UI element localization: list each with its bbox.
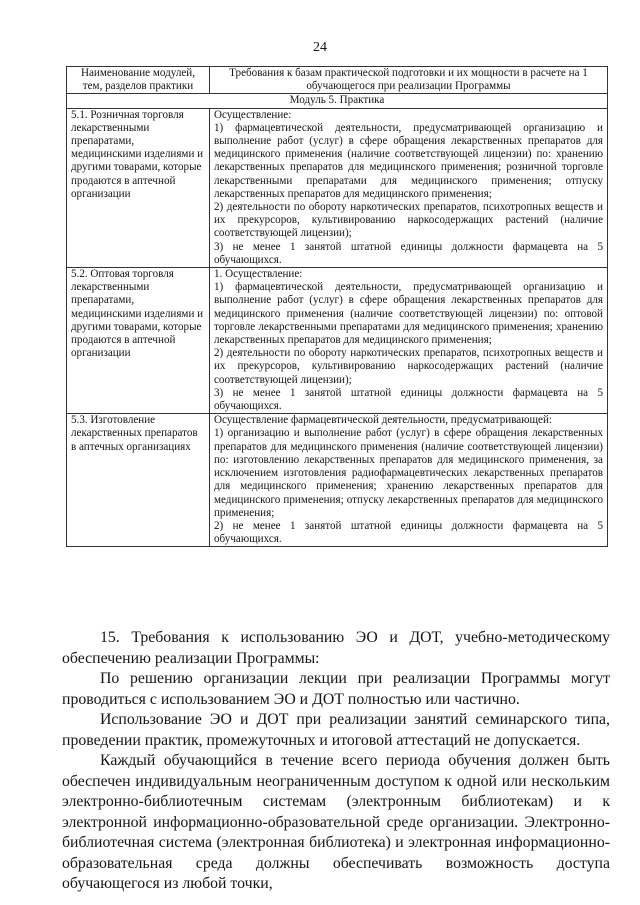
requirement-line: 2) не менее 1 занятой штатной единицы должности фармацевта на 5 обучающихся.	[214, 519, 603, 546]
table-row	[67, 414, 608, 547]
row-name-5-2: 5.2. Оптовая торговля лекарственными препаратами, медицинскими изделиями и другими товарами, которые продаются в аптечной организации	[67, 268, 210, 414]
requirement-line: Осуществление:	[214, 108, 292, 121]
row-name-5-1: 5.1. Розничная торговля лекарственными препаратами, медицинскими изделиями и другими товарами, которые продаются в аптечной организации	[67, 108, 210, 267]
table-header-row	[67, 67, 608, 94]
row-requirements-5-1	[210, 108, 608, 267]
requirement-line: 3) не менее 1 занятой штатной единицы должности фармацевта на 5 обучающихся.	[214, 240, 603, 266]
table-row	[67, 268, 608, 414]
requirement-line: 1) фармацевтической деятельности, предусматривающей организацию и выполнение работ (услуг) в сфере обращения лекарственных препаратов для медицинского применения (наличие соответствующей лицензии) по: хранению лекарственных препаратов для медицинского применения; розничной торговле лекарственными препаратами для медицинского применения; отпуску лекарственных препаратов для медицинского применения;	[214, 121, 603, 200]
module-title: Модуль 5. Практика	[67, 94, 608, 108]
header-col-modules: Наименование модулей, тем, разделов практики	[67, 67, 210, 94]
requirement-line: 1) организацию и выполнение работ (услуг) в сфере обращения лекарственных препаратов для медицинского применения (наличие соответствующей лицензии) по: изготовлению лекарственных препаратов для медицинского применения, за исключением изготовления радиофармацевтических лекарственных препаратов для медицинского применения; хранению лекарственных препаратов для медицинского применения; отпуску лекарственных препаратов для медицинского применения;	[214, 427, 603, 519]
table-row	[67, 108, 608, 267]
header-col-requirements: Требования к базам практической подготовки и их мощности в расчете на 1 обучающегося при реализации Программы	[210, 67, 608, 94]
requirement-line: 1. Осуществление:	[214, 268, 303, 281]
page-number: 24	[313, 40, 327, 55]
paragraph-seminars: Использование ЭО и ДОТ при реализации занятий семинарского типа, проведении практик, промежуточных и итоговой аттестаций не допускается.	[62, 711, 610, 749]
row-requirements-5-2	[210, 268, 608, 414]
paragraph-15-heading: 15. Требования к использованию ЭО и ДОТ, учебно-методическому обеспечению реализации Программы:	[62, 629, 610, 667]
requirement-line: 2) деятельности по обороту наркотических препаратов, психотропных веществ и их прекурсоров, культивированию наркосодержащих растений (наличие соответствующей лицензии);	[214, 347, 603, 386]
row-name-5-3: 5.3. Изготовление лекарственных препаратов в аптечных организациях	[67, 414, 210, 547]
requirement-line: 2) деятельности по обороту наркотических препаратов, психотропных веществ и их прекурсоров, культивированию наркосодержащих растений (наличие соответствующей лицензии);	[214, 201, 603, 240]
requirement-line: Осуществление фармацевтической деятельности, предусматривающей:	[214, 414, 552, 427]
module-title-row	[67, 94, 608, 108]
body-text	[62, 628, 610, 895]
requirement-line: 1) фармацевтической деятельности, предусматривающей организацию и выполнение работ (услуг) в сфере обращения лекарственных препаратов для медицинского применения (наличие соответствующей лицензии) по: оптовой торговле лекарственными препаратами для медицинского применения; хранению лекарственных препаратов для медицинского применения;	[214, 281, 603, 347]
row-requirements-5-3	[210, 414, 608, 547]
paragraph-library-access: Каждый обучающийся в течение всего периода обучения должен быть обеспечен индивидуальным неограниченным доступом к одной или нескольким электронно-библиотечным системам (электронным библиотекам) и к электронной информационно-образовательной среде организации. Электронно-библиотечная система (электронная библиотека) и электронная информационно-образовательная среда должны обеспечивать возможность доступа обучающегося из любой точки,	[62, 752, 610, 892]
requirement-line: 3) не менее 1 занятой штатной единицы должности фармацевта на 5 обучающихся.	[214, 386, 603, 413]
paragraph-lectures: По решению организации лекции при реализации Программы могут проводиться с использованием ЭО и ДОТ полностью или частично.	[62, 670, 610, 708]
requirements-table	[66, 66, 608, 547]
